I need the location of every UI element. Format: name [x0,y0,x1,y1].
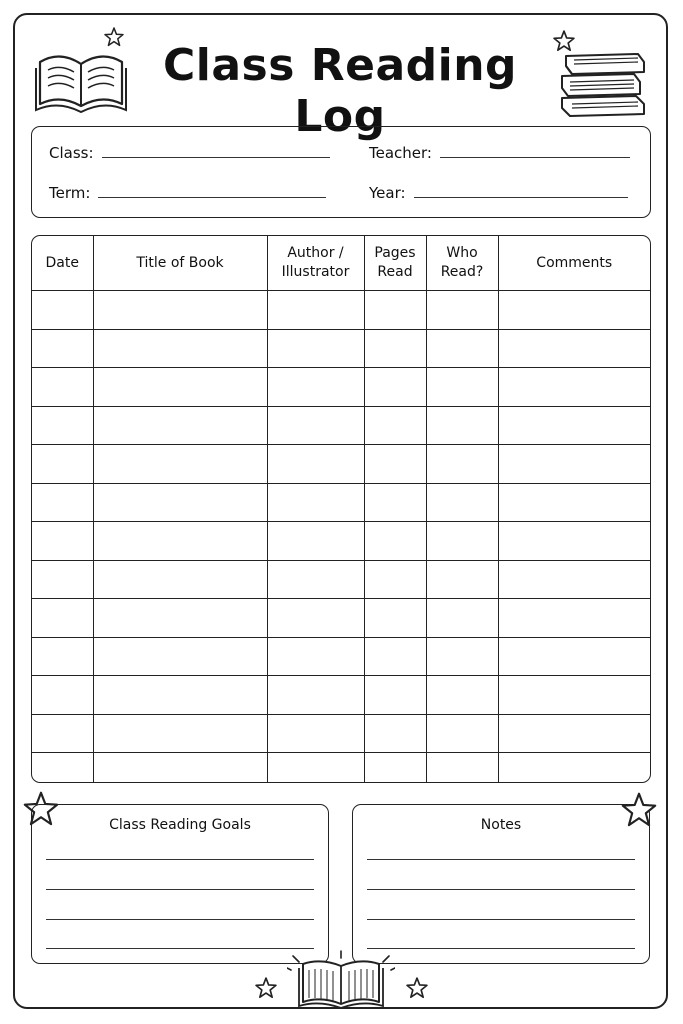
year-label: Year: [369,184,406,202]
cell-title[interactable] [93,753,267,784]
notes-writing-line[interactable] [367,919,635,920]
cell-comments[interactable] [498,406,650,445]
star-icon [621,792,657,828]
cell-date[interactable] [32,599,93,638]
cell-pages[interactable] [364,406,426,445]
class-label: Class: [49,144,94,162]
term-field[interactable] [49,184,326,202]
cell-pages[interactable] [364,637,426,676]
cell-who-read[interactable] [426,560,498,599]
open-book-icon [287,950,395,1010]
table-row [32,560,650,599]
column-header-who-read: Who Read? [426,236,498,291]
goals-writing-line[interactable] [46,889,314,890]
cell-comments[interactable] [498,329,650,368]
page-title: Class Reading Log [162,40,518,142]
cell-title[interactable] [93,329,267,368]
star-icon [406,977,428,999]
class-line [102,156,330,158]
teacher-field[interactable] [369,144,630,162]
cell-title[interactable] [93,522,267,561]
cell-who-read[interactable] [426,599,498,638]
cell-author[interactable] [267,714,364,753]
cell-comments[interactable] [498,637,650,676]
reading-log-table [31,235,651,783]
cell-date[interactable] [32,560,93,599]
open-book-icon [34,44,128,116]
cell-author[interactable] [267,676,364,715]
star-icon [255,977,277,999]
cell-author[interactable] [267,445,364,484]
table-row [32,445,650,484]
cell-comments[interactable] [498,599,650,638]
cell-comments[interactable] [498,522,650,561]
cell-pages[interactable] [364,676,426,715]
cell-comments[interactable] [498,445,650,484]
table-row [32,522,650,561]
notes-box [352,804,650,964]
cell-author[interactable] [267,329,364,368]
cell-date[interactable] [32,291,93,330]
table-row [32,291,650,330]
cell-pages[interactable] [364,714,426,753]
cell-title[interactable] [93,714,267,753]
class-field[interactable] [49,144,330,162]
cell-author[interactable] [267,560,364,599]
cell-title[interactable] [93,560,267,599]
goals-title: Class Reading Goals [109,817,251,833]
cell-pages[interactable] [364,560,426,599]
table-row [32,753,650,784]
column-header-title: Title of Book [93,236,267,291]
cell-comments[interactable] [498,560,650,599]
book-stack-icon [558,50,650,120]
cell-who-read[interactable] [426,291,498,330]
cell-pages[interactable] [364,753,426,784]
cell-pages[interactable] [364,599,426,638]
cell-pages[interactable] [364,291,426,330]
cell-title[interactable] [93,368,267,407]
cell-who-read[interactable] [426,637,498,676]
cell-author[interactable] [267,483,364,522]
cell-author[interactable] [267,291,364,330]
column-header-comments: Comments [498,236,650,291]
notes-writing-line[interactable] [367,859,635,860]
cell-who-read[interactable] [426,714,498,753]
cell-date[interactable] [32,406,93,445]
notes-writing-line[interactable] [367,889,635,890]
table-row [32,406,650,445]
cell-author[interactable] [267,406,364,445]
table-row [32,714,650,753]
cell-pages[interactable] [364,329,426,368]
cell-comments[interactable] [498,483,650,522]
year-line [414,196,628,198]
table-row [32,483,650,522]
cell-date[interactable] [32,753,93,784]
cell-title[interactable] [93,406,267,445]
cell-who-read[interactable] [426,406,498,445]
teacher-line [440,156,630,158]
star-icon [553,30,575,52]
cell-comments[interactable] [498,714,650,753]
cell-comments[interactable] [498,368,650,407]
column-header-date: Date [32,236,93,291]
cell-who-read[interactable] [426,753,498,784]
cell-who-read[interactable] [426,445,498,484]
cell-pages[interactable] [364,445,426,484]
cell-who-read[interactable] [426,522,498,561]
notes-title: Notes [480,817,522,833]
term-line [98,196,326,198]
term-label: Term: [49,184,91,202]
table-row [32,368,650,407]
cell-author[interactable] [267,753,364,784]
goals-writing-line[interactable] [46,948,314,949]
cell-who-read[interactable] [426,676,498,715]
cell-date[interactable] [32,714,93,753]
table-row [32,599,650,638]
goals-writing-line[interactable] [46,919,314,920]
cell-who-read[interactable] [426,483,498,522]
table-row [32,637,650,676]
cell-who-read[interactable] [426,329,498,368]
cell-date[interactable] [32,483,93,522]
cell-pages[interactable] [364,522,426,561]
cell-date[interactable] [32,637,93,676]
year-field[interactable] [369,184,628,202]
cell-title[interactable] [93,637,267,676]
cell-date[interactable] [32,522,93,561]
cell-author[interactable] [267,522,364,561]
cell-comments[interactable] [498,753,650,784]
column-header-pages: Pages Read [364,236,426,291]
class-reading-goals-box [31,804,329,964]
cell-comments[interactable] [498,291,650,330]
teacher-label: Teacher: [369,144,432,162]
cell-who-read[interactable] [426,368,498,407]
cell-date[interactable] [32,368,93,407]
cell-title[interactable] [93,483,267,522]
column-header-author: Author / Illustrator [267,236,364,291]
cell-title[interactable] [93,291,267,330]
cell-title[interactable] [93,445,267,484]
table-row [32,329,650,368]
cell-date[interactable] [32,676,93,715]
goals-writing-line[interactable] [46,859,314,860]
cell-date[interactable] [32,445,93,484]
cell-author[interactable] [267,637,364,676]
cell-pages[interactable] [364,483,426,522]
cell-title[interactable] [93,676,267,715]
cell-comments[interactable] [498,676,650,715]
cell-date[interactable] [32,329,93,368]
cell-author[interactable] [267,599,364,638]
cell-title[interactable] [93,599,267,638]
table-row [32,676,650,715]
class-info-box [31,126,651,218]
table-header-row [32,236,650,291]
notes-writing-line[interactable] [367,948,635,949]
cell-author[interactable] [267,368,364,407]
cell-pages[interactable] [364,368,426,407]
